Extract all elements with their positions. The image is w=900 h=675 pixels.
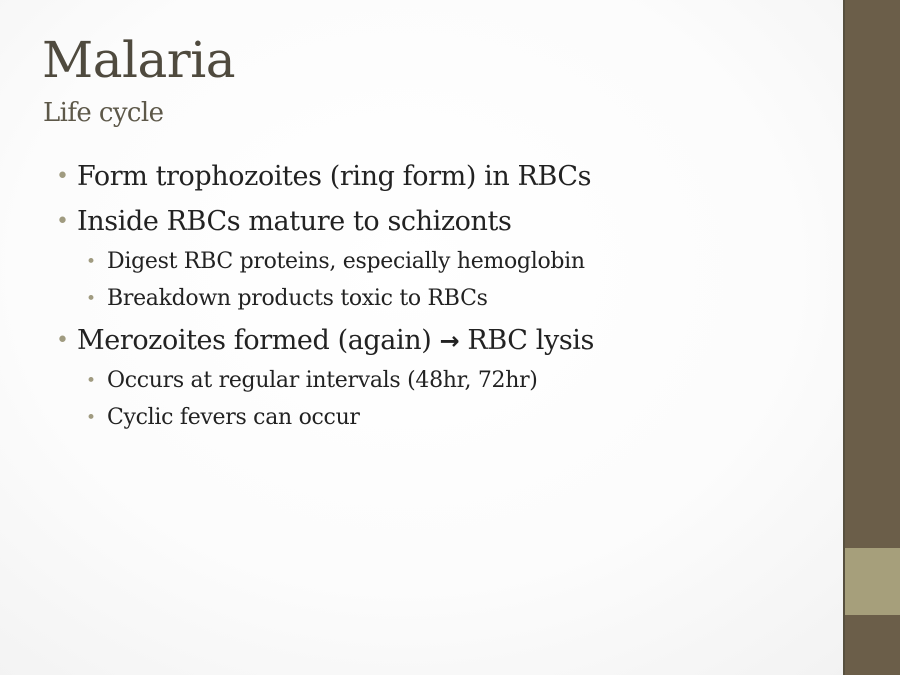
sidebar-accent-block xyxy=(845,548,900,615)
bullet-text-part: Merozoites formed (again) xyxy=(77,325,440,356)
sub-bullet-text: Occurs at regular intervals (48hr, 72hr) xyxy=(107,368,538,393)
bullet-dot: • xyxy=(56,209,69,234)
slide-title: Malaria xyxy=(42,31,236,89)
bullet-dot: • xyxy=(86,371,96,391)
bullet-text: Inside RBCs mature to schizonts xyxy=(77,206,512,237)
bullet-dot: • xyxy=(56,164,69,189)
right-arrow-icon: → xyxy=(439,327,460,355)
bullet-text xyxy=(77,324,594,358)
bullet-dot: • xyxy=(86,289,96,309)
sub-bullet-text: Breakdown products toxic to RBCs xyxy=(107,286,488,311)
bullet-dot: • xyxy=(56,328,69,353)
bullet-dot: • xyxy=(86,408,96,428)
bullet-text-part: RBC lysis xyxy=(459,325,594,356)
bullet-dot: • xyxy=(86,252,96,272)
slide-subtitle: Life cycle xyxy=(43,98,164,128)
sub-bullet-text: Digest RBC proteins, especially hemoglobin xyxy=(107,249,585,274)
bullet-text: Form trophozoites (ring form) in RBCs xyxy=(77,161,592,192)
sub-bullet-text: Cyclic fevers can occur xyxy=(107,405,360,430)
